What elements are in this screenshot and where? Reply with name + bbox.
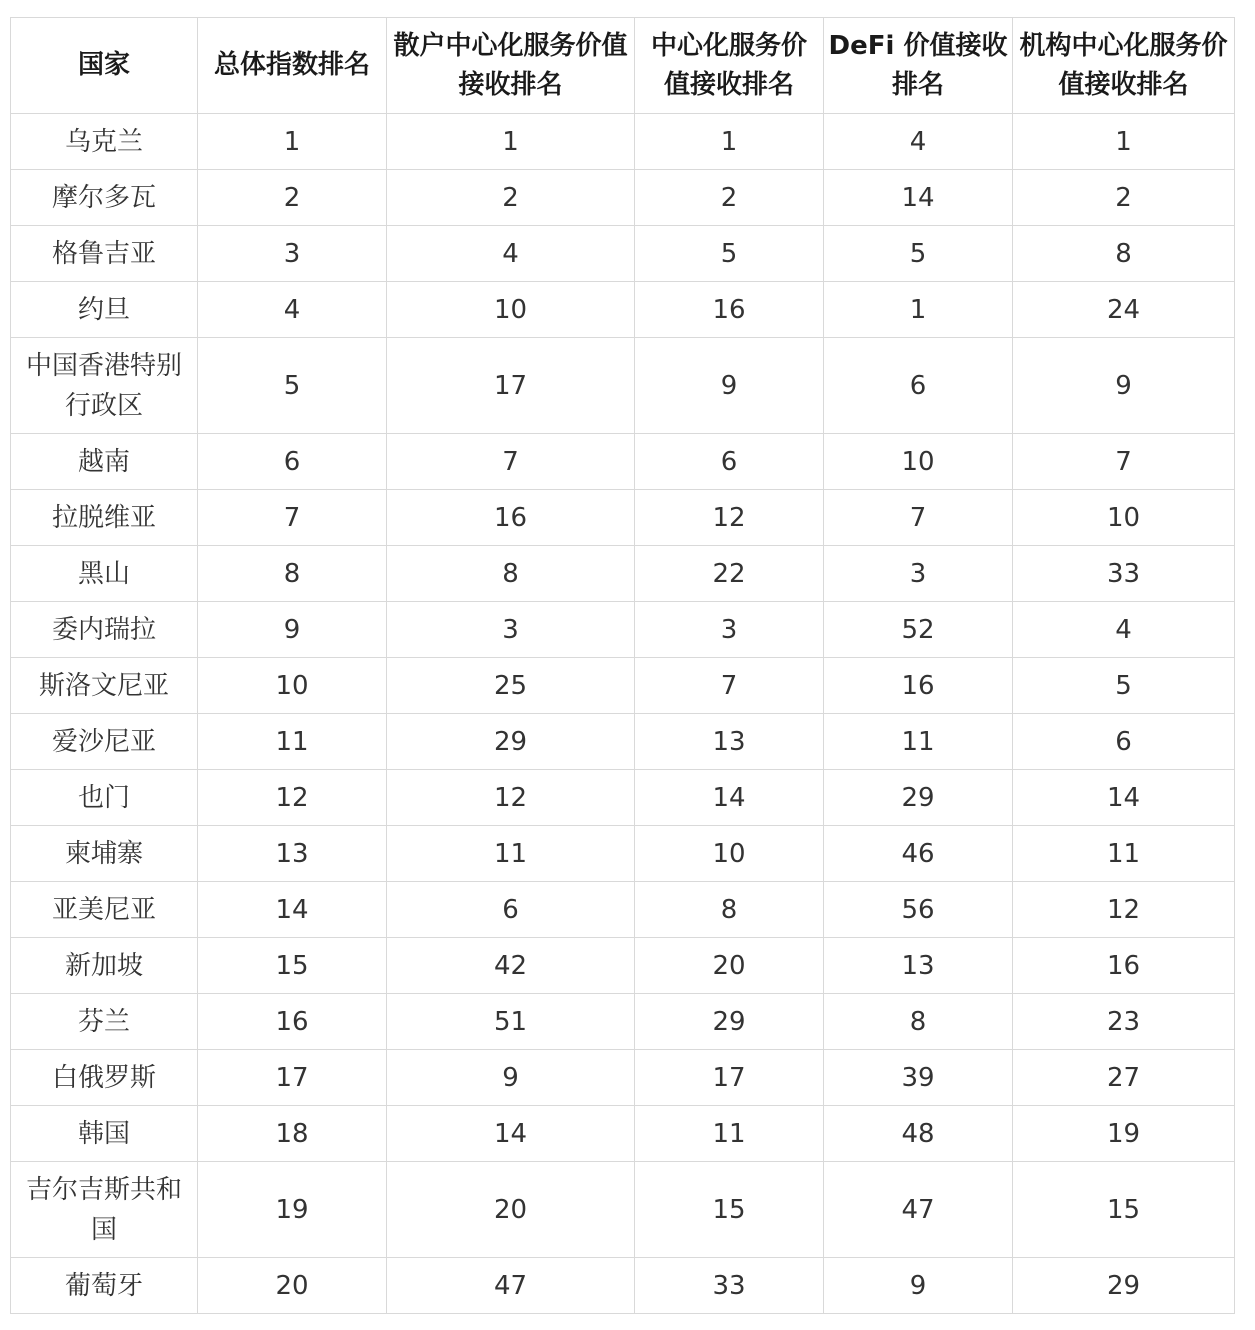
cell-institutional-cex-rank: 29 bbox=[1013, 1258, 1235, 1314]
cell-defi-rank: 29 bbox=[824, 770, 1013, 826]
cell-overall-rank: 11 bbox=[198, 714, 387, 770]
cell-retail-cex-rank: 2 bbox=[387, 170, 635, 226]
header-defi-rank: DeFi 价值接收排名 bbox=[824, 18, 1013, 114]
cell-retail-cex-rank: 25 bbox=[387, 658, 635, 714]
cell-institutional-cex-rank: 8 bbox=[1013, 226, 1235, 282]
table-row bbox=[11, 1162, 1235, 1258]
cell-country: 柬埔寨 bbox=[11, 826, 198, 882]
cell-country: 拉脱维亚 bbox=[11, 490, 198, 546]
cell-country: 乌克兰 bbox=[11, 114, 198, 170]
cell-retail-cex-rank: 10 bbox=[387, 282, 635, 338]
cell-country: 黑山 bbox=[11, 546, 198, 602]
cell-overall-rank: 5 bbox=[198, 338, 387, 434]
table-row bbox=[11, 882, 1235, 938]
cell-retail-cex-rank: 12 bbox=[387, 770, 635, 826]
cell-country: 委内瑞拉 bbox=[11, 602, 198, 658]
cell-defi-rank: 9 bbox=[824, 1258, 1013, 1314]
cell-cex-rank: 7 bbox=[635, 658, 824, 714]
cell-cex-rank: 17 bbox=[635, 1050, 824, 1106]
cell-cex-rank: 2 bbox=[635, 170, 824, 226]
cell-retail-cex-rank: 17 bbox=[387, 338, 635, 434]
table-row bbox=[11, 602, 1235, 658]
table-row bbox=[11, 1106, 1235, 1162]
cell-country: 越南 bbox=[11, 434, 198, 490]
cell-country: 亚美尼亚 bbox=[11, 882, 198, 938]
cell-cex-rank: 33 bbox=[635, 1258, 824, 1314]
cell-defi-rank: 47 bbox=[824, 1162, 1013, 1258]
table-body bbox=[11, 114, 1235, 1314]
cell-overall-rank: 7 bbox=[198, 490, 387, 546]
cell-overall-rank: 13 bbox=[198, 826, 387, 882]
cell-defi-rank: 1 bbox=[824, 282, 1013, 338]
table-row bbox=[11, 546, 1235, 602]
cell-overall-rank: 19 bbox=[198, 1162, 387, 1258]
table-row bbox=[11, 994, 1235, 1050]
cell-cex-rank: 13 bbox=[635, 714, 824, 770]
cell-institutional-cex-rank: 16 bbox=[1013, 938, 1235, 994]
cell-cex-rank: 16 bbox=[635, 282, 824, 338]
cell-defi-rank: 8 bbox=[824, 994, 1013, 1050]
cell-institutional-cex-rank: 1 bbox=[1013, 114, 1235, 170]
cell-institutional-cex-rank: 33 bbox=[1013, 546, 1235, 602]
cell-cex-rank: 29 bbox=[635, 994, 824, 1050]
cell-retail-cex-rank: 4 bbox=[387, 226, 635, 282]
cell-overall-rank: 9 bbox=[198, 602, 387, 658]
cell-cex-rank: 1 bbox=[635, 114, 824, 170]
cell-retail-cex-rank: 8 bbox=[387, 546, 635, 602]
table-row bbox=[11, 490, 1235, 546]
cell-overall-rank: 4 bbox=[198, 282, 387, 338]
cell-institutional-cex-rank: 24 bbox=[1013, 282, 1235, 338]
cell-defi-rank: 3 bbox=[824, 546, 1013, 602]
cell-overall-rank: 6 bbox=[198, 434, 387, 490]
cell-cex-rank: 8 bbox=[635, 882, 824, 938]
cell-country: 芬兰 bbox=[11, 994, 198, 1050]
cell-retail-cex-rank: 3 bbox=[387, 602, 635, 658]
cell-defi-rank: 5 bbox=[824, 226, 1013, 282]
table-row bbox=[11, 282, 1235, 338]
cell-defi-rank: 39 bbox=[824, 1050, 1013, 1106]
cell-defi-rank: 46 bbox=[824, 826, 1013, 882]
cell-cex-rank: 12 bbox=[635, 490, 824, 546]
table-row bbox=[11, 826, 1235, 882]
cell-country: 葡萄牙 bbox=[11, 1258, 198, 1314]
table-row bbox=[11, 114, 1235, 170]
cell-overall-rank: 15 bbox=[198, 938, 387, 994]
cell-overall-rank: 2 bbox=[198, 170, 387, 226]
cell-cex-rank: 22 bbox=[635, 546, 824, 602]
cell-cex-rank: 20 bbox=[635, 938, 824, 994]
cell-institutional-cex-rank: 6 bbox=[1013, 714, 1235, 770]
cell-country: 也门 bbox=[11, 770, 198, 826]
header-retail-cex-rank: 散户中心化服务价值接收排名 bbox=[387, 18, 635, 114]
country-ranking-table bbox=[10, 17, 1235, 1314]
header-cex-rank: 中心化服务价值接收排名 bbox=[635, 18, 824, 114]
table-row bbox=[11, 714, 1235, 770]
cell-country: 吉尔吉斯共和国 bbox=[11, 1162, 198, 1258]
cell-retail-cex-rank: 14 bbox=[387, 1106, 635, 1162]
cell-institutional-cex-rank: 10 bbox=[1013, 490, 1235, 546]
cell-overall-rank: 17 bbox=[198, 1050, 387, 1106]
cell-country: 斯洛文尼亚 bbox=[11, 658, 198, 714]
table-row bbox=[11, 770, 1235, 826]
cell-defi-rank: 4 bbox=[824, 114, 1013, 170]
cell-cex-rank: 5 bbox=[635, 226, 824, 282]
table-row bbox=[11, 170, 1235, 226]
cell-cex-rank: 10 bbox=[635, 826, 824, 882]
cell-retail-cex-rank: 47 bbox=[387, 1258, 635, 1314]
cell-country: 约旦 bbox=[11, 282, 198, 338]
cell-retail-cex-rank: 9 bbox=[387, 1050, 635, 1106]
cell-retail-cex-rank: 1 bbox=[387, 114, 635, 170]
cell-institutional-cex-rank: 23 bbox=[1013, 994, 1235, 1050]
cell-overall-rank: 10 bbox=[198, 658, 387, 714]
cell-cex-rank: 3 bbox=[635, 602, 824, 658]
cell-cex-rank: 11 bbox=[635, 1106, 824, 1162]
cell-defi-rank: 14 bbox=[824, 170, 1013, 226]
header-institutional-cex-rank: 机构中心化服务价值接收排名 bbox=[1013, 18, 1235, 114]
cell-overall-rank: 18 bbox=[198, 1106, 387, 1162]
cell-institutional-cex-rank: 19 bbox=[1013, 1106, 1235, 1162]
header-country: 国家 bbox=[11, 18, 198, 114]
cell-institutional-cex-rank: 11 bbox=[1013, 826, 1235, 882]
cell-institutional-cex-rank: 7 bbox=[1013, 434, 1235, 490]
cell-defi-rank: 10 bbox=[824, 434, 1013, 490]
table-row bbox=[11, 1050, 1235, 1106]
table-header-row bbox=[11, 18, 1235, 114]
cell-cex-rank: 15 bbox=[635, 1162, 824, 1258]
cell-institutional-cex-rank: 4 bbox=[1013, 602, 1235, 658]
cell-overall-rank: 20 bbox=[198, 1258, 387, 1314]
cell-retail-cex-rank: 29 bbox=[387, 714, 635, 770]
cell-overall-rank: 8 bbox=[198, 546, 387, 602]
cell-overall-rank: 14 bbox=[198, 882, 387, 938]
cell-institutional-cex-rank: 14 bbox=[1013, 770, 1235, 826]
header-overall-rank: 总体指数排名 bbox=[198, 18, 387, 114]
cell-retail-cex-rank: 7 bbox=[387, 434, 635, 490]
cell-institutional-cex-rank: 2 bbox=[1013, 170, 1235, 226]
cell-country: 新加坡 bbox=[11, 938, 198, 994]
cell-institutional-cex-rank: 12 bbox=[1013, 882, 1235, 938]
cell-overall-rank: 16 bbox=[198, 994, 387, 1050]
cell-country: 摩尔多瓦 bbox=[11, 170, 198, 226]
cell-retail-cex-rank: 51 bbox=[387, 994, 635, 1050]
table-row bbox=[11, 938, 1235, 994]
cell-retail-cex-rank: 6 bbox=[387, 882, 635, 938]
table-row bbox=[11, 338, 1235, 434]
cell-overall-rank: 1 bbox=[198, 114, 387, 170]
table-row bbox=[11, 434, 1235, 490]
cell-retail-cex-rank: 16 bbox=[387, 490, 635, 546]
cell-institutional-cex-rank: 15 bbox=[1013, 1162, 1235, 1258]
cell-overall-rank: 3 bbox=[198, 226, 387, 282]
cell-defi-rank: 11 bbox=[824, 714, 1013, 770]
cell-defi-rank: 13 bbox=[824, 938, 1013, 994]
cell-retail-cex-rank: 11 bbox=[387, 826, 635, 882]
cell-cex-rank: 6 bbox=[635, 434, 824, 490]
table-row bbox=[11, 658, 1235, 714]
cell-defi-rank: 52 bbox=[824, 602, 1013, 658]
cell-cex-rank: 9 bbox=[635, 338, 824, 434]
cell-retail-cex-rank: 20 bbox=[387, 1162, 635, 1258]
cell-defi-rank: 7 bbox=[824, 490, 1013, 546]
cell-cex-rank: 14 bbox=[635, 770, 824, 826]
cell-country: 韩国 bbox=[11, 1106, 198, 1162]
cell-institutional-cex-rank: 9 bbox=[1013, 338, 1235, 434]
cell-country: 格鲁吉亚 bbox=[11, 226, 198, 282]
cell-institutional-cex-rank: 27 bbox=[1013, 1050, 1235, 1106]
cell-defi-rank: 56 bbox=[824, 882, 1013, 938]
cell-country: 中国香港特别行政区 bbox=[11, 338, 198, 434]
cell-country: 白俄罗斯 bbox=[11, 1050, 198, 1106]
cell-country: 爱沙尼亚 bbox=[11, 714, 198, 770]
table-row bbox=[11, 1258, 1235, 1314]
cell-defi-rank: 16 bbox=[824, 658, 1013, 714]
cell-institutional-cex-rank: 5 bbox=[1013, 658, 1235, 714]
cell-defi-rank: 48 bbox=[824, 1106, 1013, 1162]
cell-retail-cex-rank: 42 bbox=[387, 938, 635, 994]
cell-defi-rank: 6 bbox=[824, 338, 1013, 434]
table-row bbox=[11, 226, 1235, 282]
cell-overall-rank: 12 bbox=[198, 770, 387, 826]
